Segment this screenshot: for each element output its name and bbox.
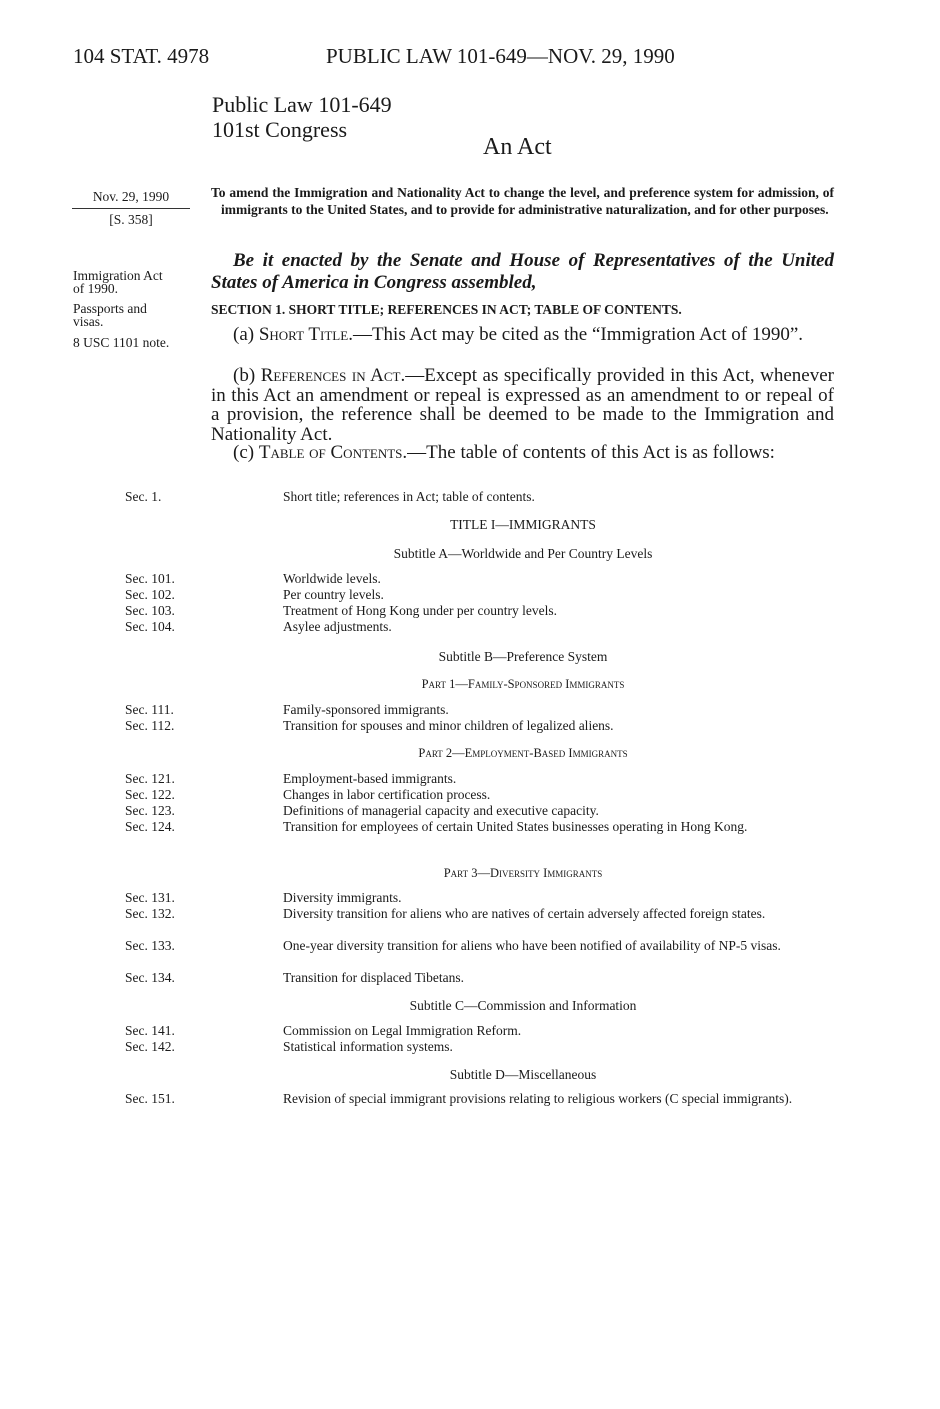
toc-entry [125, 587, 835, 603]
subsection-c [211, 443, 834, 463]
subsection-b [211, 366, 834, 444]
toc-entry [125, 1091, 835, 1107]
toc-title: Family-sponsored immigrants. [283, 702, 449, 717]
margin-note-line: Passports and [73, 301, 147, 316]
margin-note-line: of 1990. [73, 281, 118, 296]
toc-title: Commission on Legal Immigration Reform. [283, 1023, 522, 1038]
toc-number: Sec. 103. [125, 603, 175, 618]
bill-number: [S. 358] [109, 212, 153, 227]
enactment-date-block [72, 189, 190, 228]
purpose-text: To amend the Immigration and Nationality Act to change the level, and preference system for admission, of immigrants to the United States, and to provide for administrative naturalization, and for other purposes. [211, 185, 834, 217]
toc-title: Employment-based immigrants. [283, 771, 457, 786]
date-divider [72, 208, 190, 209]
toc-subtitle-a: Subtitle A—Worldwide and Per Country Levels [393, 546, 653, 561]
margin-note-short-title [73, 269, 203, 295]
toc-number: Sec. 142. [125, 1039, 175, 1054]
subsection-a [211, 325, 834, 345]
toc-title: Worldwide levels. [283, 571, 381, 586]
margin-note-passports [73, 302, 203, 328]
enactment-date: Nov. 29, 1990 [92, 189, 170, 204]
toc-entry [125, 1039, 835, 1055]
toc-title: One-year diversity transition for aliens who have been notified of availability of NP-5 visas. [283, 938, 781, 953]
toc-number: Sec. 124. [125, 819, 175, 834]
margin-note-usc: 8 USC 1101 note. [73, 335, 170, 350]
toc-number: Sec. 133. [125, 938, 175, 953]
toc-number: Sec. 132. [125, 906, 175, 921]
toc-title: Treatment of Hong Kong under per country levels. [283, 603, 557, 618]
toc-number: Sec. 141. [125, 1023, 175, 1038]
toc-entry [125, 1023, 835, 1039]
enacting-clause: Be it enacted by the Senate and House of Representatives of the United States of America in Congress assembled, [211, 250, 834, 293]
toc-title: Revision of special immigrant provisions relating to religious workers (C special immigrants). [283, 1091, 793, 1106]
toc-entry [125, 489, 835, 505]
toc-subtitle-d: Subtitle D—Miscellaneous [449, 1067, 597, 1082]
toc-part-3: Part 3—Diversity Immigrants [443, 866, 603, 880]
toc-title: Asylee adjustments. [283, 619, 392, 634]
toc-number: Sec. 151. [125, 1091, 175, 1106]
toc-entry [125, 803, 835, 819]
purpose-statement [211, 184, 834, 218]
toc-number: Sec. 102. [125, 587, 175, 602]
toc-part-2: Part 2—Employment-Based Immigrants [418, 746, 628, 760]
subsection-caption: References in Act [260, 365, 401, 386]
subsection-label: (a) [233, 324, 259, 345]
toc-number: Sec. 122. [125, 787, 175, 802]
subsection-caption: Short Title [258, 324, 349, 345]
toc-title: Transition for displaced Tibetans. [283, 970, 465, 985]
toc-entry [125, 906, 835, 922]
public-law-title [212, 92, 392, 142]
toc-title: Statistical information systems. [283, 1039, 453, 1054]
public-law-number: Public Law 101-649 [212, 92, 392, 117]
toc-title: Transition for spouses and minor children of legalized aliens. [283, 718, 614, 733]
margin-note-line: visas. [73, 314, 104, 329]
toc-entry [125, 938, 835, 954]
toc-number: Sec. 101. [125, 571, 175, 586]
toc-title: Definitions of managerial capacity and executive capacity. [283, 803, 599, 818]
act-heading: An Act [483, 134, 552, 160]
toc-number: Sec. 134. [125, 970, 175, 985]
toc-entry [125, 718, 835, 734]
subsection-caption: Table of Contents [258, 442, 403, 463]
toc-number: Sec. 1. [125, 489, 162, 504]
subsection-text: .—This Act may be cited as the “Immigration Act of 1990”. [348, 324, 804, 345]
toc-number: Sec. 123. [125, 803, 175, 818]
toc-title: Diversity immigrants. [283, 890, 402, 905]
toc-subtitle-b: Subtitle B—Preference System [438, 649, 608, 664]
toc-entry [125, 603, 835, 619]
toc-number: Sec. 104. [125, 619, 175, 634]
toc-subtitle-c: Subtitle C—Commission and Information [409, 998, 637, 1013]
subsection-label: (c) [233, 442, 259, 463]
toc-title: Diversity transition for aliens who are natives of certain adversely affected foreign states. [283, 906, 766, 921]
congress-number: 101st Congress [212, 117, 348, 142]
section-1-heading: SECTION 1. SHORT TITLE; REFERENCES IN ACT; TABLE OF CONTENTS. [211, 302, 682, 317]
toc-entry [125, 619, 835, 635]
subsection-text: .—The table of contents of this Act is as follows: [402, 442, 775, 463]
toc-entry [125, 571, 835, 587]
toc-entry [125, 771, 835, 787]
toc-number: Sec. 121. [125, 771, 175, 786]
subsection-label: (b) [233, 365, 261, 386]
toc-number: Sec. 112. [125, 718, 175, 733]
toc-number: Sec. 111. [125, 702, 174, 717]
toc-entry [125, 890, 835, 906]
toc-entry [125, 819, 835, 835]
toc-title: Per country levels. [283, 587, 384, 602]
toc-title: Transition for employees of certain United States businesses operating in Hong Kong. [283, 819, 748, 834]
toc-title-heading: TITLE I—IMMIGRANTS [450, 517, 596, 532]
toc-number: Sec. 131. [125, 890, 175, 905]
subsection-text: .—Except as specifically provided in this Act, whenever in this Act an amendment or repeal is expressed as an amendment to or repeal of a provision, the reference shall be deemed to be made to the Immigration and Nationality Act. [211, 365, 835, 445]
toc-entry [125, 970, 835, 986]
toc-part-1: Part 1—Family-Sponsored Immigrants [421, 677, 625, 691]
toc-entry [125, 787, 835, 803]
page-stat-number: 104 STAT. 4978 [73, 44, 210, 68]
running-header: PUBLIC LAW 101-649—NOV. 29, 1990 [326, 44, 675, 68]
toc-entry [125, 702, 835, 718]
toc-title: Changes in labor certification process. [283, 787, 491, 802]
toc-title: Short title; references in Act; table of contents. [283, 489, 535, 504]
margin-note-line: Immigration Act [73, 268, 163, 283]
